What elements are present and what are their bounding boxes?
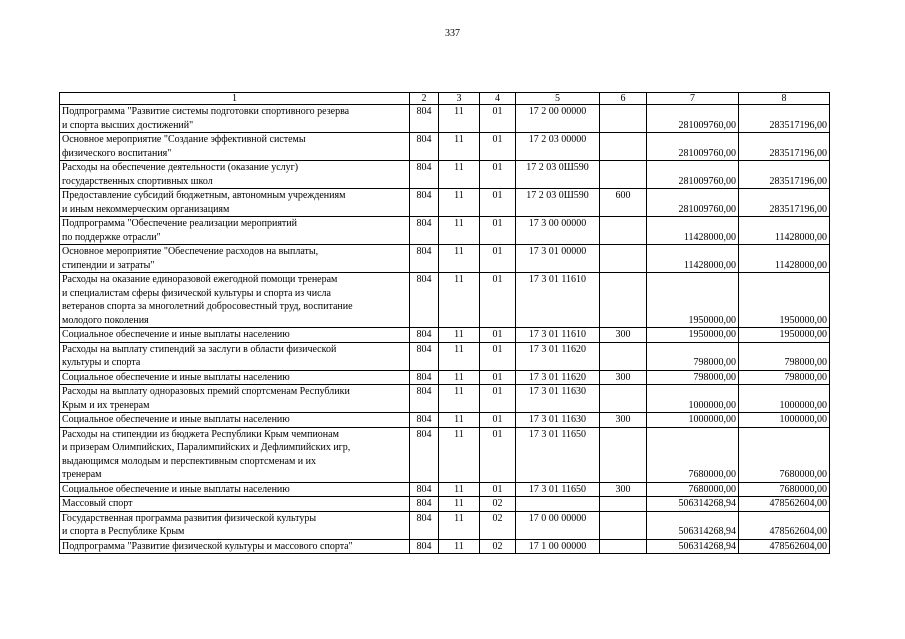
cell-subsection: 01	[480, 370, 516, 385]
cell-expense-type: 300	[600, 413, 647, 428]
cell-name: Расходы на выплату одноразовых премий спортсменам Республики Крым и их тренерам	[60, 385, 410, 413]
cell-amount-year1: 7680000,00	[647, 482, 739, 497]
cell-amount-year1: 281009760,00	[647, 133, 739, 161]
header-cell-6: 6	[600, 93, 647, 105]
cell-section: 11	[439, 539, 480, 554]
cell-name: Массовый спорт	[60, 497, 410, 512]
cell-section: 11	[439, 370, 480, 385]
header-cell-4: 4	[480, 93, 516, 105]
cell-expense-type	[600, 427, 647, 482]
cell-ministry-code: 804	[410, 105, 439, 133]
cell-target-article: 17 1 00 00000	[516, 539, 600, 554]
cell-subsection: 01	[480, 413, 516, 428]
cell-target-article: 17 3 01 11620	[516, 342, 600, 370]
table-row	[60, 245, 830, 273]
cell-amount-year1: 506314268,94	[647, 511, 739, 539]
cell-subsection: 01	[480, 189, 516, 217]
cell-name: Расходы на обеспечение деятельности (оказание услуг) государственных спортивных школ	[60, 161, 410, 189]
cell-section: 11	[439, 161, 480, 189]
cell-target-article: 17 3 01 11610	[516, 328, 600, 343]
cell-subsection: 01	[480, 245, 516, 273]
cell-section: 11	[439, 217, 480, 245]
cell-target-article	[516, 497, 600, 512]
cell-name: Подпрограмма "Развитие системы подготовки спортивного резерва и спорта высших достижений"	[60, 105, 410, 133]
cell-amount-year2: 1950000,00	[739, 273, 830, 328]
cell-name: Подпрограмма "Обеспечение реализации мероприятий по поддержке отрасли"	[60, 217, 410, 245]
cell-name: Расходы на оказание единоразовой ежегодной помощи тренерам и специалистам сферы физической культуры и спорта из числа ветеранов спорта за многолетний добросовестный труд, воспитание молодого поколения	[60, 273, 410, 328]
cell-name: Расходы на выплату стипендий за заслуги в области физической культуры и спорта	[60, 342, 410, 370]
cell-amount-year2: 11428000,00	[739, 217, 830, 245]
cell-expense-type	[600, 273, 647, 328]
cell-ministry-code: 804	[410, 133, 439, 161]
cell-amount-year2: 478562604,00	[739, 511, 830, 539]
cell-ministry-code: 804	[410, 427, 439, 482]
cell-name: Социальное обеспечение и иные выплаты населению	[60, 370, 410, 385]
cell-ministry-code: 804	[410, 482, 439, 497]
cell-expense-type	[600, 385, 647, 413]
cell-name: Предоставление субсидий бюджетным, автономным учреждениям и иным некоммерческим организациям	[60, 189, 410, 217]
cell-amount-year1: 7680000,00	[647, 427, 739, 482]
cell-amount-year1: 506314268,94	[647, 497, 739, 512]
cell-target-article: 17 3 00 00000	[516, 217, 600, 245]
cell-target-article: 17 3 01 11630	[516, 385, 600, 413]
cell-section: 11	[439, 497, 480, 512]
cell-amount-year1: 1000000,00	[647, 385, 739, 413]
cell-amount-year2: 478562604,00	[739, 497, 830, 512]
cell-amount-year1: 798000,00	[647, 342, 739, 370]
header-cell-1: 1	[60, 93, 410, 105]
header-cell-2: 2	[410, 93, 439, 105]
table-row	[60, 133, 830, 161]
cell-amount-year2: 1000000,00	[739, 385, 830, 413]
table-row	[60, 273, 830, 328]
cell-name: Подпрограмма "Развитие физической культуры и массового спорта"	[60, 539, 410, 554]
cell-section: 11	[439, 427, 480, 482]
header-cell-3: 3	[439, 93, 480, 105]
cell-name: Социальное обеспечение и иные выплаты населению	[60, 482, 410, 497]
cell-expense-type: 600	[600, 189, 647, 217]
cell-name: Государственная программа развития физической культуры и спорта в Республике Крым	[60, 511, 410, 539]
cell-expense-type: 300	[600, 370, 647, 385]
table-row	[60, 539, 830, 554]
cell-amount-year1: 281009760,00	[647, 161, 739, 189]
table-row	[60, 217, 830, 245]
cell-amount-year2: 11428000,00	[739, 245, 830, 273]
cell-subsection: 01	[480, 385, 516, 413]
cell-ministry-code: 804	[410, 370, 439, 385]
table-row	[60, 342, 830, 370]
table-row	[60, 413, 830, 428]
cell-target-article: 17 3 01 11610	[516, 273, 600, 328]
cell-subsection: 02	[480, 497, 516, 512]
table-row	[60, 161, 830, 189]
cell-expense-type	[600, 217, 647, 245]
cell-expense-type	[600, 497, 647, 512]
cell-ministry-code: 804	[410, 497, 439, 512]
cell-name: Расходы на стипендии из бюджета Республики Крым чемпионам и призерам Олимпийских, Паралимпийских и Дефлимпийских игр, выдающимся молодым и перспективным спортсменам и их тренерам	[60, 427, 410, 482]
cell-section: 11	[439, 342, 480, 370]
header-cell-8: 8	[739, 93, 830, 105]
cell-amount-year2: 1000000,00	[739, 413, 830, 428]
table-row	[60, 497, 830, 512]
cell-subsection: 01	[480, 482, 516, 497]
cell-ministry-code: 804	[410, 161, 439, 189]
cell-subsection: 01	[480, 161, 516, 189]
cell-amount-year1: 798000,00	[647, 370, 739, 385]
table-row	[60, 482, 830, 497]
cell-target-article: 17 2 00 00000	[516, 105, 600, 133]
cell-section: 11	[439, 328, 480, 343]
cell-amount-year1: 1950000,00	[647, 273, 739, 328]
cell-expense-type	[600, 105, 647, 133]
cell-ministry-code: 804	[410, 189, 439, 217]
cell-name: Социальное обеспечение и иные выплаты населению	[60, 328, 410, 343]
cell-expense-type	[600, 539, 647, 554]
cell-amount-year2: 7680000,00	[739, 482, 830, 497]
cell-amount-year2: 283517196,00	[739, 161, 830, 189]
cell-name: Основное мероприятие "Обеспечение расходов на выплаты, стипендии и затраты"	[60, 245, 410, 273]
cell-target-article: 17 2 03 00000	[516, 133, 600, 161]
cell-ministry-code: 804	[410, 217, 439, 245]
cell-section: 11	[439, 245, 480, 273]
cell-ministry-code: 804	[410, 328, 439, 343]
cell-expense-type	[600, 511, 647, 539]
cell-section: 11	[439, 189, 480, 217]
cell-amount-year1: 281009760,00	[647, 105, 739, 133]
cell-expense-type	[600, 133, 647, 161]
cell-amount-year2: 7680000,00	[739, 427, 830, 482]
cell-subsection: 01	[480, 105, 516, 133]
cell-ministry-code: 804	[410, 511, 439, 539]
cell-section: 11	[439, 511, 480, 539]
cell-section: 11	[439, 273, 480, 328]
cell-subsection: 01	[480, 273, 516, 328]
table-header-row	[60, 93, 830, 105]
cell-ministry-code: 804	[410, 245, 439, 273]
cell-target-article: 17 3 01 11650	[516, 482, 600, 497]
cell-amount-year2: 1950000,00	[739, 328, 830, 343]
cell-section: 11	[439, 413, 480, 428]
table-row	[60, 511, 830, 539]
cell-subsection: 01	[480, 342, 516, 370]
cell-amount-year1: 11428000,00	[647, 245, 739, 273]
cell-amount-year2: 798000,00	[739, 342, 830, 370]
cell-amount-year2: 478562604,00	[739, 539, 830, 554]
cell-ministry-code: 804	[410, 413, 439, 428]
cell-subsection: 02	[480, 511, 516, 539]
cell-amount-year2: 798000,00	[739, 370, 830, 385]
budget-table	[59, 92, 830, 554]
cell-name: Социальное обеспечение и иные выплаты населению	[60, 413, 410, 428]
header-cell-5: 5	[516, 93, 600, 105]
cell-expense-type	[600, 161, 647, 189]
header-cell-7: 7	[647, 93, 739, 105]
cell-amount-year2: 283517196,00	[739, 105, 830, 133]
cell-amount-year2: 283517196,00	[739, 189, 830, 217]
cell-expense-type: 300	[600, 482, 647, 497]
cell-expense-type	[600, 245, 647, 273]
table-row	[60, 189, 830, 217]
cell-amount-year1: 11428000,00	[647, 217, 739, 245]
cell-amount-year2: 283517196,00	[739, 133, 830, 161]
cell-expense-type	[600, 342, 647, 370]
table-row	[60, 105, 830, 133]
cell-name: Основное мероприятие "Создание эффективной системы физического воспитания"	[60, 133, 410, 161]
cell-section: 11	[439, 385, 480, 413]
cell-section: 11	[439, 482, 480, 497]
table-row	[60, 385, 830, 413]
cell-ministry-code: 804	[410, 385, 439, 413]
cell-target-article: 17 3 01 00000	[516, 245, 600, 273]
cell-subsection: 01	[480, 217, 516, 245]
cell-subsection: 01	[480, 328, 516, 343]
cell-subsection: 02	[480, 539, 516, 554]
cell-ministry-code: 804	[410, 342, 439, 370]
cell-section: 11	[439, 133, 480, 161]
cell-section: 11	[439, 105, 480, 133]
table-row	[60, 370, 830, 385]
cell-target-article: 17 2 03 0Ш590	[516, 189, 600, 217]
page-number: 337	[445, 28, 460, 39]
cell-amount-year1: 506314268,94	[647, 539, 739, 554]
cell-subsection: 01	[480, 133, 516, 161]
cell-target-article: 17 3 01 11620	[516, 370, 600, 385]
cell-amount-year1: 1950000,00	[647, 328, 739, 343]
cell-target-article: 17 2 03 0Ш590	[516, 161, 600, 189]
cell-target-article: 17 3 01 11650	[516, 427, 600, 482]
cell-ministry-code: 804	[410, 539, 439, 554]
cell-subsection: 01	[480, 427, 516, 482]
cell-ministry-code: 804	[410, 273, 439, 328]
table-row	[60, 427, 830, 482]
cell-amount-year1: 281009760,00	[647, 189, 739, 217]
cell-expense-type: 300	[600, 328, 647, 343]
table-row	[60, 328, 830, 343]
cell-target-article: 17 0 00 00000	[516, 511, 600, 539]
cell-amount-year1: 1000000,00	[647, 413, 739, 428]
cell-target-article: 17 3 01 11630	[516, 413, 600, 428]
